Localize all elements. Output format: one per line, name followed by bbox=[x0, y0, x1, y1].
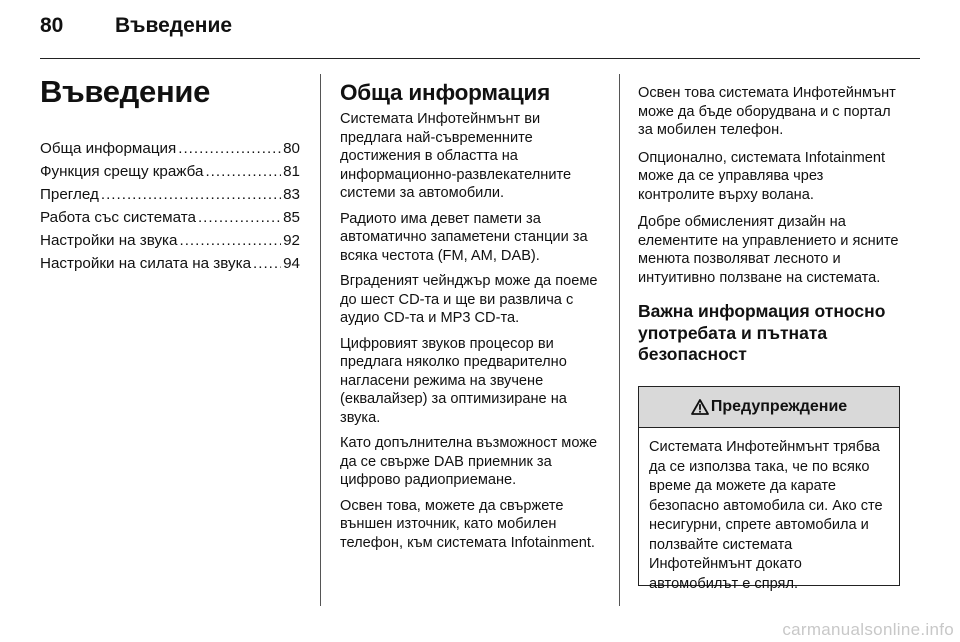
header-rule bbox=[40, 58, 920, 59]
general-info-column bbox=[340, 80, 602, 559]
paragraph: Като допълнителна възможност може да се свърже DAB приемник за цифрово радиоприемане. bbox=[340, 435, 598, 488]
toc-leader-dots bbox=[179, 232, 281, 249]
subsection-title: Важна информация относно употребата и пътната безопасност bbox=[638, 301, 886, 364]
toc-entry-label: Обща информация bbox=[40, 140, 177, 157]
toc-leader-dots bbox=[198, 209, 281, 226]
continued-column bbox=[638, 84, 902, 380]
toc-entry-page: 85 bbox=[283, 209, 300, 226]
toc-entry[interactable] bbox=[40, 163, 300, 186]
column-divider-right bbox=[619, 74, 620, 606]
chapter-column bbox=[40, 74, 300, 278]
warning-text: Системата Инфотейнмънт трябва да се използва така, че по всяко време да можете да карате безопасно автомобила си. Ако сте несигурни, спрете автомобила и ползвайте системата Инфотейнмънт докато автомобилът е спрял. bbox=[649, 439, 883, 592]
toc-leader-dots bbox=[178, 140, 281, 157]
toc-entry[interactable] bbox=[40, 232, 300, 255]
toc-entry-label: Преглед bbox=[40, 186, 99, 203]
toc-entry[interactable] bbox=[40, 255, 300, 278]
toc-entry-label: Функция срещу кражба bbox=[40, 163, 204, 180]
warning-title: Предупреждение bbox=[710, 398, 848, 415]
page-number: 80 bbox=[40, 14, 64, 37]
warning-triangle-icon bbox=[691, 399, 709, 415]
paragraph: Освен това, можете да свържете външен източник, като мобилен телефон, към системата Infotainment. bbox=[340, 497, 595, 551]
chapter-title: Въведение bbox=[40, 74, 211, 109]
toc-entry-label: Настройки на звука bbox=[40, 232, 178, 249]
toc-entry-label: Работа със системата bbox=[40, 209, 196, 226]
toc-entry[interactable] bbox=[40, 209, 300, 232]
toc-entry[interactable] bbox=[40, 140, 300, 163]
running-title: Въведение bbox=[115, 14, 233, 37]
warning-header bbox=[639, 387, 899, 428]
toc-entry[interactable] bbox=[40, 186, 300, 209]
warning-box bbox=[638, 386, 900, 592]
toc-entry-label: Настройки на силата на звука bbox=[40, 255, 252, 272]
table-of-contents bbox=[40, 140, 300, 278]
page-header bbox=[40, 14, 920, 44]
paragraph: Добре обмисленият дизайн на елементите на управлението и ясните менюта позволяват лесното и интуитивно ползване на системата. bbox=[638, 214, 899, 286]
paragraph: Вграденият чейнджър може да поеме до шест CD-та и ще ви развлича с аудио CD-та и MP3 CD-та. bbox=[340, 273, 598, 326]
column-divider-left bbox=[320, 74, 321, 606]
paragraph: Радиото има девет памети за автоматично запаметени станции за всяка честота (FM, AM, DAB). bbox=[340, 210, 588, 264]
toc-entry-page: 92 bbox=[283, 232, 300, 249]
toc-leader-dots bbox=[253, 255, 281, 272]
paragraph: Системата Инфотейнмънт ви предлага най-съвременните достижения в областта на информационно-развлекателните системи за автомобили. bbox=[340, 111, 572, 201]
watermark: carmanualsonline.info bbox=[782, 620, 954, 639]
section-title: Обща информация bbox=[340, 80, 551, 105]
toc-entry-page: 81 bbox=[283, 163, 300, 180]
paragraph: Опционално, системата Infotainment може да се управлява чрез контролите върху волана. bbox=[638, 149, 886, 203]
toc-entry-page: 94 bbox=[283, 255, 300, 272]
toc-entry-page: 80 bbox=[283, 140, 300, 157]
toc-leader-dots bbox=[205, 163, 281, 180]
paragraph: Освен това системата Инфотейнмънт може да бъде оборудвана и с портал за мобилен телефон. bbox=[638, 85, 896, 138]
toc-entry-page: 83 bbox=[283, 186, 300, 203]
paragraph: Цифровият звуков процесор ви предлага няколко предварително нагласени режима на звучене (еквалайзер) за оптимизиране на звука. bbox=[340, 335, 567, 426]
toc-leader-dots bbox=[101, 186, 281, 203]
